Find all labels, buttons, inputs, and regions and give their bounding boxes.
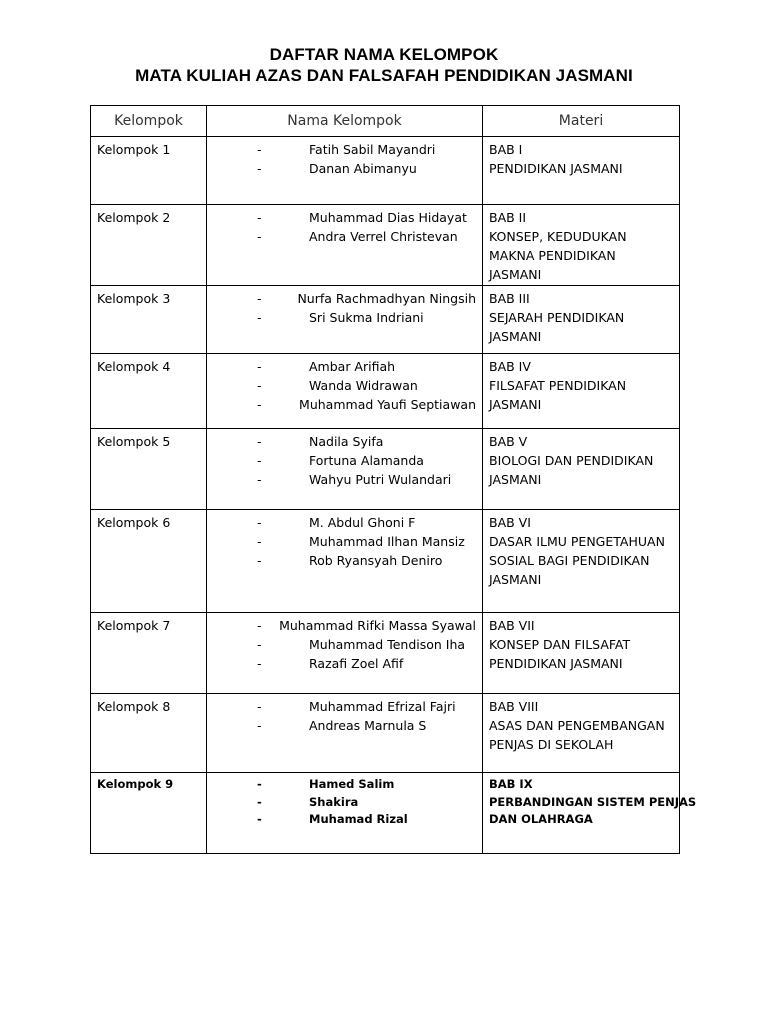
materi-topic-line: KONSEP, KEDUDUKAN (489, 229, 627, 244)
table-row (91, 773, 680, 854)
materi-cell (483, 510, 680, 613)
materi-cell (483, 613, 680, 694)
member-item (207, 776, 476, 794)
group-label: Kelompok 5 (97, 434, 171, 449)
member-name: Sri Sukma Indriani (309, 310, 424, 325)
materi-cell (483, 286, 680, 354)
bullet-dash: - (257, 472, 262, 487)
bullet-dash: - (257, 618, 262, 633)
bullet-dash: - (257, 637, 262, 652)
table-row (91, 137, 680, 205)
member-item (207, 159, 476, 178)
member-name: M. Abdul Ghoni F (309, 515, 416, 530)
member-name: Muhammad Rifki Massa Syawal (279, 618, 476, 633)
table-header-row (91, 106, 680, 137)
materi-topic-line: PENDIDIKAN JASMANI (489, 161, 623, 176)
member-item (207, 551, 476, 570)
bullet-dash: - (257, 777, 262, 791)
bullet-dash: - (257, 453, 262, 468)
header-nama-kelompok: Nama Kelompok (207, 106, 483, 137)
member-item (207, 811, 476, 829)
bullet-dash: - (257, 310, 262, 325)
bullet-dash: - (257, 434, 262, 449)
materi-chapter: BAB I (489, 142, 523, 157)
members-cell (207, 354, 483, 429)
materi-topic-line: JASMANI (489, 397, 542, 412)
group-cell (91, 137, 207, 205)
member-name: Muhammad Tendison Iha (309, 637, 466, 652)
materi-topic-line: DASAR ILMU PENGETAHUAN (489, 534, 665, 549)
materi-chapter: BAB IX (489, 777, 533, 791)
materi-topic-line: PENJAS DI SEKOLAH (489, 737, 614, 752)
materi-topic-line: JASMANI (489, 472, 542, 487)
table-row (91, 205, 680, 286)
group-label: Kelompok 4 (97, 359, 171, 374)
materi-topic-line: MAKNA PENDIDIKAN (489, 248, 616, 263)
group-cell (91, 694, 207, 773)
members-cell (207, 773, 483, 854)
members-cell (207, 694, 483, 773)
member-item (207, 376, 476, 395)
member-item (207, 635, 476, 654)
member-item (207, 289, 476, 308)
members-cell (207, 137, 483, 205)
member-item (207, 451, 476, 470)
member-name: Nadila Syifa (309, 434, 384, 449)
members-cell (207, 429, 483, 510)
header-kelompok: Kelompok (91, 106, 207, 137)
member-name: Muhamad Rizal (309, 812, 408, 826)
member-name: Nurfa Rachmadhyan Ningsih (297, 291, 476, 306)
group-cell (91, 429, 207, 510)
members-cell (207, 510, 483, 613)
member-item (207, 532, 476, 551)
table-row (91, 694, 680, 773)
member-name: Ambar Arifiah (309, 359, 396, 374)
member-name: Fatih Sabil Mayandri (309, 142, 436, 157)
bullet-dash: - (257, 142, 262, 157)
member-item (207, 654, 476, 673)
bullet-dash: - (257, 210, 262, 225)
bullet-dash: - (257, 794, 262, 809)
member-name: Rob Ryansyah Deniro (309, 553, 443, 568)
group-table (90, 105, 697, 854)
materi-cell (483, 773, 697, 854)
member-item (207, 616, 476, 635)
bullet-dash: - (257, 534, 262, 549)
group-label: Kelompok 1 (97, 142, 171, 157)
member-name: Andra Verrel Christevan (309, 229, 458, 244)
member-name: Razafi Zoel Afif (309, 656, 404, 671)
member-name: Andreas Marnula S (309, 718, 427, 733)
table-body (91, 137, 697, 854)
member-name: Muhammad Ilhan Mansiz (309, 534, 465, 549)
member-item (207, 140, 476, 159)
bullet-dash: - (257, 397, 262, 412)
member-name: Danan Abimanyu (309, 161, 417, 176)
materi-topic-line: DAN OLAHRAGA (489, 812, 593, 826)
bullet-dash: - (257, 359, 262, 374)
member-item (207, 357, 476, 376)
member-item (207, 395, 476, 414)
materi-chapter: BAB IV (489, 359, 531, 374)
member-item (207, 470, 476, 489)
table-row (91, 510, 680, 613)
materi-topic-line: SEJARAH PENDIDIKAN (489, 310, 625, 325)
title-line-1: DAFTAR NAMA KELOMPOK (269, 45, 499, 64)
group-cell (91, 205, 207, 286)
member-item (207, 794, 476, 812)
group-label: Kelompok 9 (97, 777, 174, 791)
bullet-dash: - (257, 553, 262, 568)
table-row (91, 429, 680, 510)
member-item (207, 716, 476, 735)
materi-cell (483, 137, 680, 205)
materi-chapter: BAB III (489, 291, 530, 306)
materi-cell (483, 429, 680, 510)
materi-topic-line: SOSIAL BAGI PENDIDIKAN (489, 553, 650, 568)
members-cell (207, 286, 483, 354)
member-item (207, 308, 476, 327)
materi-topic-line: PERBANDINGAN SISTEM PENJAS (489, 794, 697, 809)
member-name: Shakira (309, 794, 359, 809)
bullet-dash: - (257, 656, 262, 671)
members-cell (207, 205, 483, 286)
members-cell (207, 613, 483, 694)
member-name: Muhammad Efrizal Fajri (309, 699, 456, 714)
table-row (91, 286, 680, 354)
materi-topic-line: PENDIDIKAN JASMANI (489, 656, 623, 671)
group-cell (91, 773, 207, 854)
bullet-dash: - (257, 161, 262, 176)
member-name: Muhammad Yaufi Septiawan (299, 397, 476, 412)
group-label: Kelompok 8 (97, 699, 171, 714)
bullet-dash: - (257, 718, 262, 733)
materi-chapter: BAB V (489, 434, 528, 449)
group-cell (91, 510, 207, 613)
bullet-dash: - (257, 812, 262, 826)
bullet-dash: - (257, 229, 262, 244)
materi-topic-line: BIOLOGI DAN PENDIDIKAN (489, 453, 654, 468)
materi-topic-line: ASAS DAN PENGEMBANGAN (489, 718, 665, 733)
member-item (207, 697, 476, 716)
group-label: Kelompok 2 (97, 210, 171, 225)
table-row (91, 613, 680, 694)
member-name: Hamed Salim (309, 777, 395, 791)
header-materi: Materi (483, 106, 680, 137)
materi-chapter: BAB VI (489, 515, 531, 530)
materi-topic-line: FILSAFAT PENDIDIKAN (489, 378, 627, 393)
member-item (207, 432, 476, 451)
materi-topic-line: JASMANI (489, 267, 542, 282)
materi-cell (483, 694, 680, 773)
document-title (0, 44, 768, 86)
materi-chapter: BAB VII (489, 618, 535, 633)
member-item (207, 227, 476, 246)
member-name: Muhammad Dias Hidayat (309, 210, 467, 225)
bullet-dash: - (257, 378, 262, 393)
group-label: Kelompok 6 (97, 515, 171, 530)
group-label: Kelompok 3 (97, 291, 171, 306)
member-name: Wanda Widrawan (309, 378, 418, 393)
materi-chapter: BAB VIII (489, 699, 539, 714)
group-cell (91, 354, 207, 429)
materi-topic-line: JASMANI (489, 572, 542, 587)
materi-cell (483, 205, 680, 286)
materi-topic-line: JASMANI (489, 329, 542, 344)
group-cell (91, 613, 207, 694)
materi-topic-line: KONSEP DAN FILSAFAT (489, 637, 631, 652)
group-label: Kelompok 7 (97, 618, 171, 633)
bullet-dash: - (257, 515, 262, 530)
bullet-dash: - (257, 699, 262, 714)
bullet-dash: - (257, 291, 262, 306)
group-cell (91, 286, 207, 354)
member-item (207, 208, 476, 227)
member-name: Fortuna Alamanda (309, 453, 424, 468)
table-row (91, 354, 680, 429)
materi-chapter: BAB II (489, 210, 527, 225)
member-item (207, 513, 476, 532)
title-line-2: MATA KULIAH AZAS DAN FALSAFAH PENDIDIKAN JASMANI (135, 66, 633, 85)
materi-cell (483, 354, 680, 429)
member-name: Wahyu Putri Wulandari (309, 472, 452, 487)
